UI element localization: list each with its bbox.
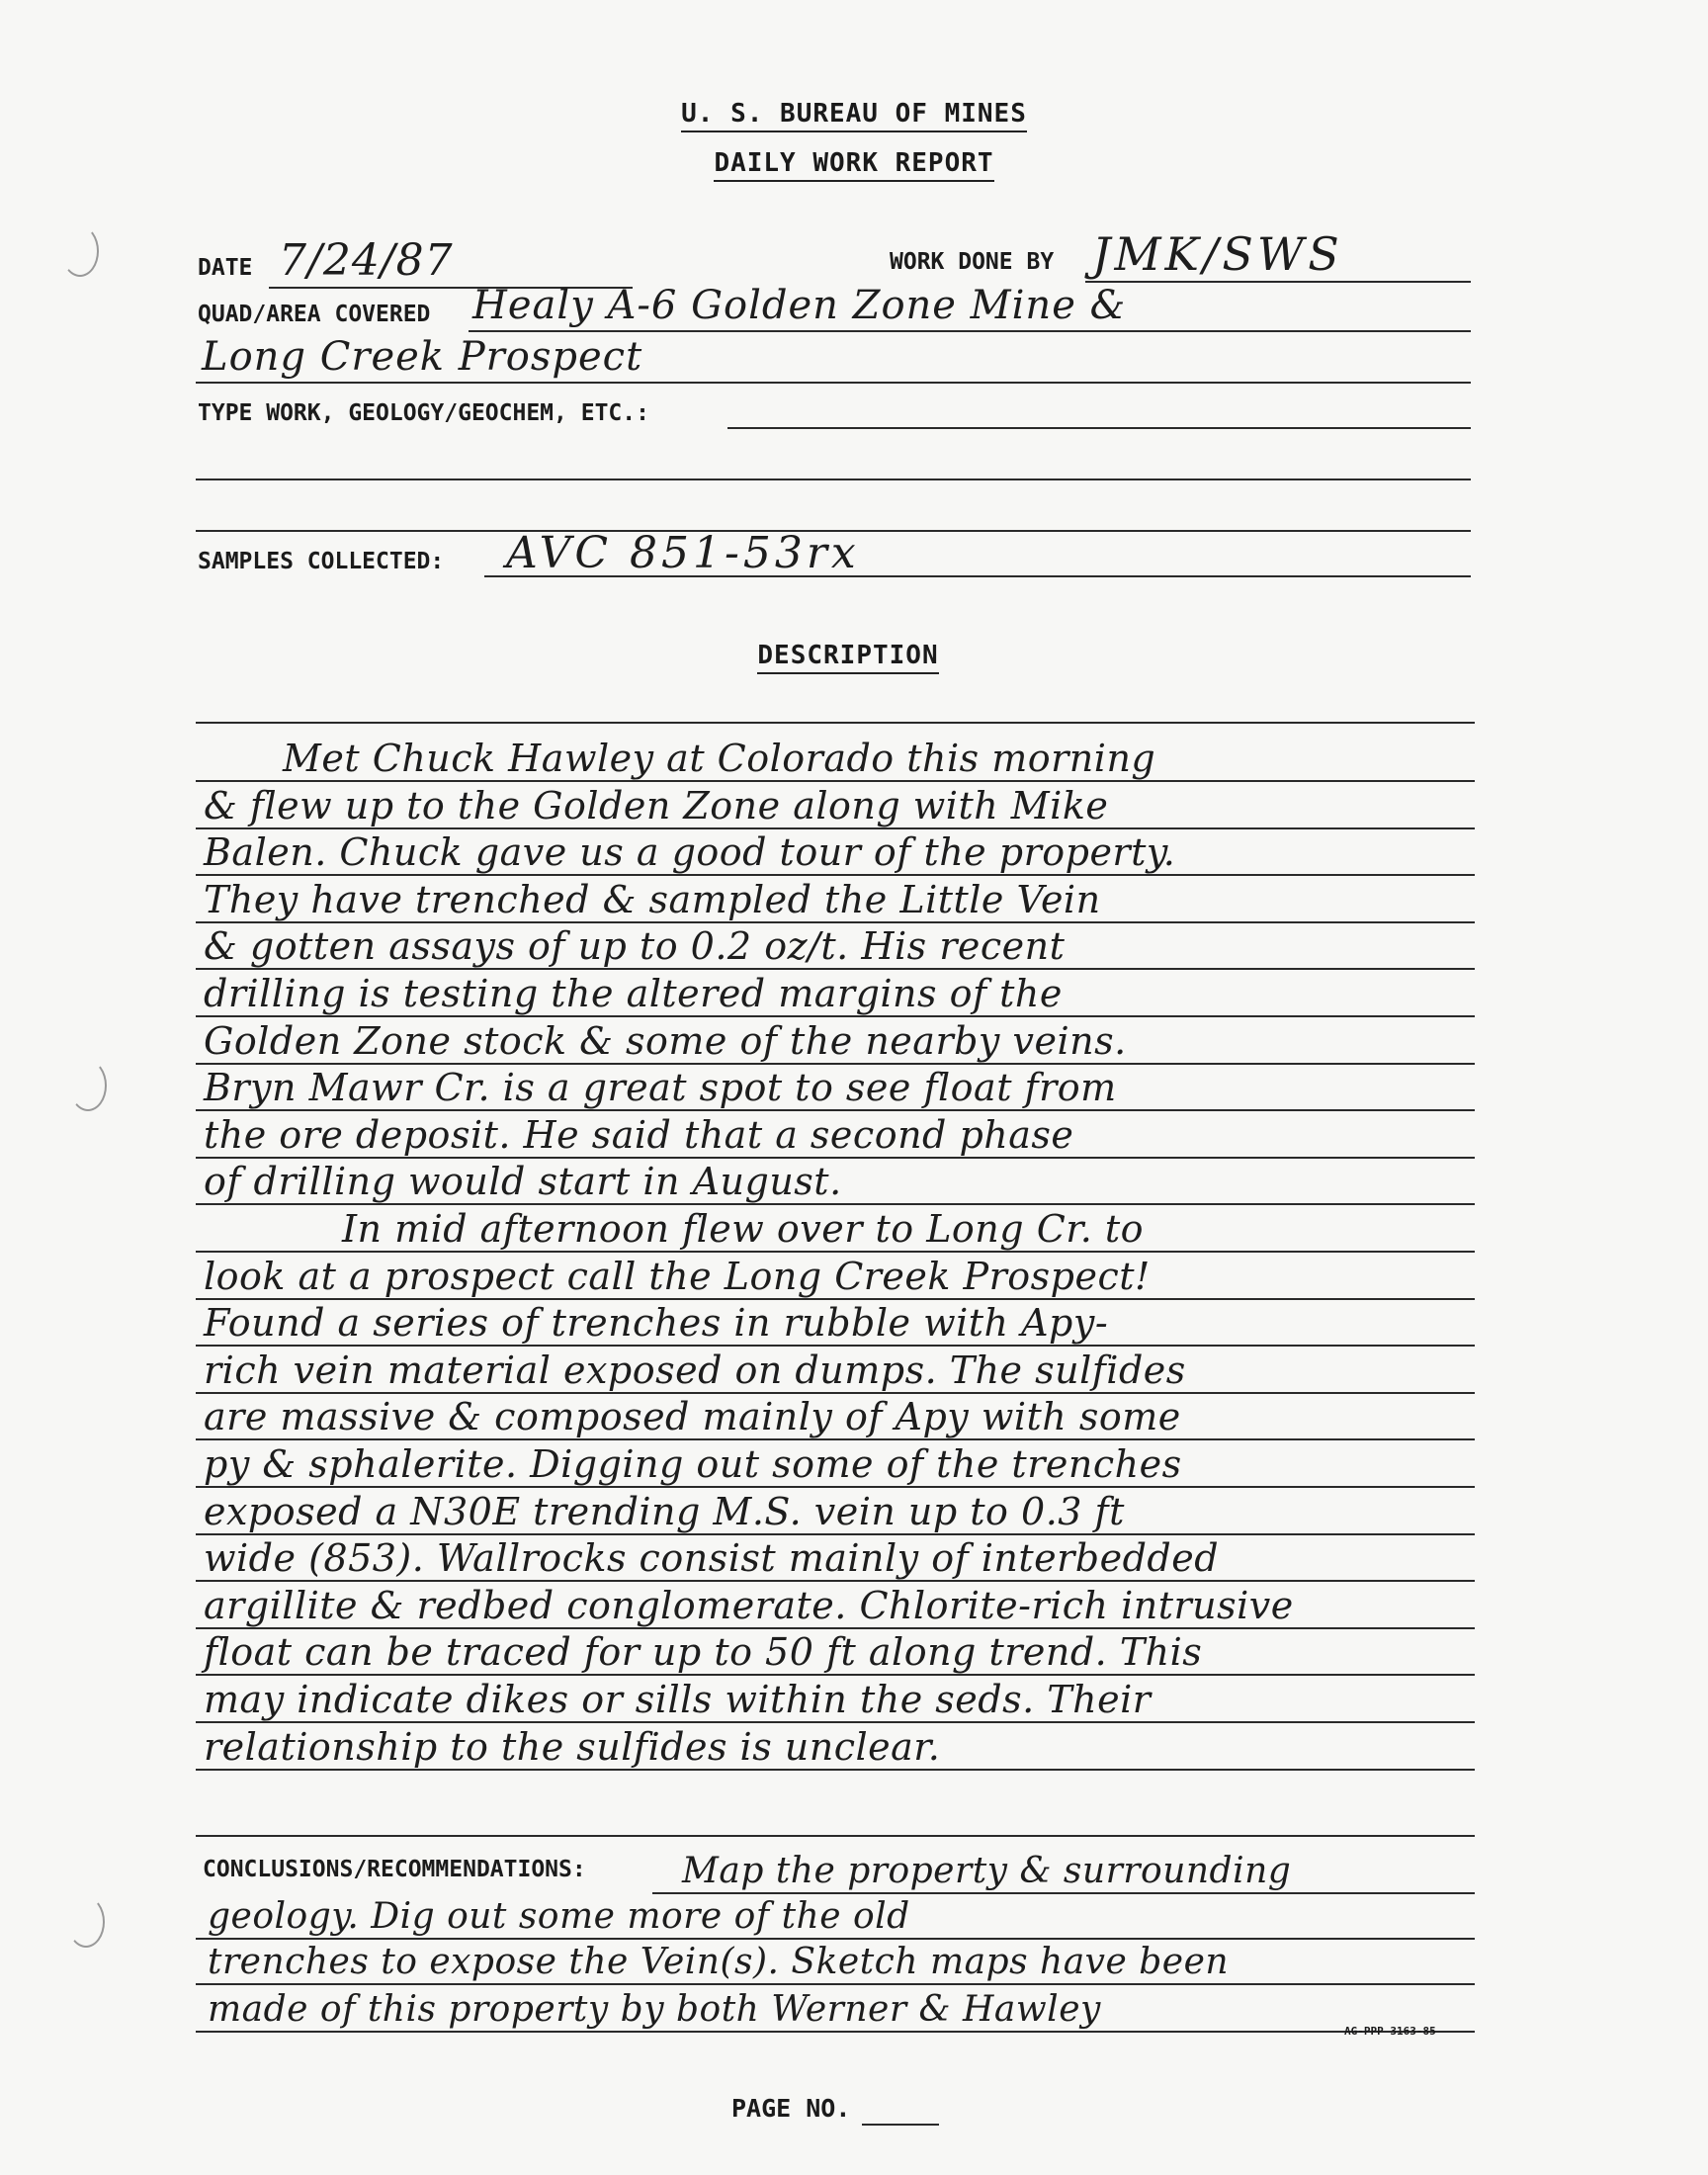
description-line: rich vein material exposed on dumps. The sulfides xyxy=(204,1348,1186,1392)
description-rule xyxy=(196,1486,1475,1488)
description-line: float can be traced for up to 50 ft along trend. This xyxy=(204,1630,1203,1675)
quad-label: QUAD/AREA COVERED xyxy=(198,302,431,327)
agency-title: U. S. BUREAU OF MINES xyxy=(0,99,1708,129)
description-line: In mid afternoon flew over to Long Cr. to xyxy=(342,1207,1145,1251)
page-number-rule xyxy=(862,2124,939,2126)
description-rule xyxy=(196,1251,1475,1253)
description-line: argillite & redbed conglomerate. Chlorite-rich intrusive xyxy=(204,1583,1294,1627)
description-line: Balen. Chuck gave us a good tour of the property. xyxy=(204,830,1176,875)
description-line: look at a prospect call the Long Creek Prospect! xyxy=(204,1254,1151,1298)
description-rule xyxy=(196,1015,1475,1017)
date-label: DATE xyxy=(198,255,253,281)
conclusions-rule xyxy=(196,1938,1475,1940)
description-line: the ore deposit. He said that a second phase xyxy=(204,1112,1074,1157)
samples-value: AVC 851-53rx xyxy=(506,528,860,578)
conclusions-line: geology. Dig out some more of the old xyxy=(208,1896,910,1937)
description-rule-top xyxy=(196,722,1475,724)
work-done-by-label: WORK DONE BY xyxy=(890,249,1055,275)
description-line: of drilling would start in August. xyxy=(204,1160,842,1204)
type-work-rule-1 xyxy=(727,427,1471,429)
page-number-label: PAGE NO. xyxy=(731,2094,851,2123)
description-line: Golden Zone stock & some of the nearby veins. xyxy=(204,1018,1127,1063)
punch-hole-middle xyxy=(69,1060,107,1111)
quad-value-line1: Healy A-6 Golden Zone Mine & xyxy=(472,283,1127,328)
description-rule xyxy=(196,1063,1475,1065)
description-rule xyxy=(196,1109,1475,1111)
description-line: & gotten assays of up to 0.2 oz/t. His recent xyxy=(204,924,1066,969)
description-rule xyxy=(196,1157,1475,1159)
description-rule xyxy=(196,1345,1475,1347)
description-rule xyxy=(196,827,1475,829)
description-rule xyxy=(196,1438,1475,1440)
description-rule xyxy=(196,1627,1475,1629)
description-line: drilling is testing the altered margins of the xyxy=(204,972,1063,1015)
report-title: DAILY WORK REPORT xyxy=(0,148,1708,178)
conclusions-line: made of this property by both Werner & Hawley xyxy=(208,1989,1101,2030)
type-work-label: TYPE WORK, GEOLOGY/GEOCHEM, ETC.: xyxy=(198,400,649,426)
description-line: exposed a N30E trending M.S. vein up to 0.3 ft xyxy=(204,1489,1125,1533)
date-value: 7/24/87 xyxy=(279,235,454,286)
description-rule xyxy=(196,1674,1475,1676)
description-line: are massive & composed mainly of Apy with some xyxy=(204,1395,1181,1439)
description-rule xyxy=(196,874,1475,876)
description-line: relationship to the sulfides is unclear. xyxy=(204,1724,941,1769)
form-code: AG-PPP 3163-85 xyxy=(1344,2025,1436,2038)
conclusions-rule xyxy=(196,2031,1475,2033)
description-rule xyxy=(196,780,1475,782)
description-rule xyxy=(196,1392,1475,1394)
conclusions-line: Map the property & surrounding xyxy=(682,1851,1292,1891)
description-line: & flew up to the Golden Zone along with Mike xyxy=(204,783,1109,827)
work-done-by-value: JMK/SWS xyxy=(1092,227,1343,281)
conclusions-rule xyxy=(652,1892,1475,1894)
quad-rule-2 xyxy=(196,382,1471,384)
quad-value-line2: Long Creek Prospect xyxy=(202,334,643,380)
punch-hole-bottom xyxy=(67,1896,105,1948)
type-work-rule-2 xyxy=(196,478,1471,480)
work-done-by-rule xyxy=(1085,281,1471,283)
description-rule xyxy=(196,921,1475,923)
description-rule xyxy=(196,1203,1475,1205)
punch-hole-top xyxy=(61,225,99,277)
description-line: Bryn Mawr Cr. is a great spot to see float from xyxy=(204,1066,1117,1110)
description-rule xyxy=(196,1298,1475,1300)
description-rule xyxy=(196,968,1475,970)
description-line: They have trenched & sampled the Little Vein xyxy=(204,877,1101,921)
conclusions-rule-top xyxy=(196,1835,1475,1837)
description-rule xyxy=(196,1580,1475,1582)
quad-rule-1 xyxy=(469,330,1471,332)
description-line: Found a series of trenches in rubble with Apy- xyxy=(204,1301,1109,1346)
description-line: Met Chuck Hawley at Colorado this morning xyxy=(283,737,1156,780)
description-line: wide (853). Wallrocks consist mainly of interbedded xyxy=(204,1536,1220,1581)
description-line: py & sphalerite. Digging out some of the trenches xyxy=(204,1442,1182,1486)
description-rule xyxy=(196,1721,1475,1723)
description-rule xyxy=(196,1769,1475,1771)
conclusions-line: trenches to expose the Vein(s). Sketch maps have been xyxy=(208,1942,1230,1982)
conclusions-rule xyxy=(196,1983,1475,1985)
description-line: may indicate dikes or sills within the seds. Their xyxy=(204,1678,1152,1721)
conclusions-label: CONCLUSIONS/RECOMMENDATIONS: xyxy=(203,1857,586,1882)
samples-label: SAMPLES COLLECTED: xyxy=(198,549,445,574)
description-rule xyxy=(196,1533,1475,1535)
description-heading: DESCRIPTION xyxy=(0,641,1702,670)
